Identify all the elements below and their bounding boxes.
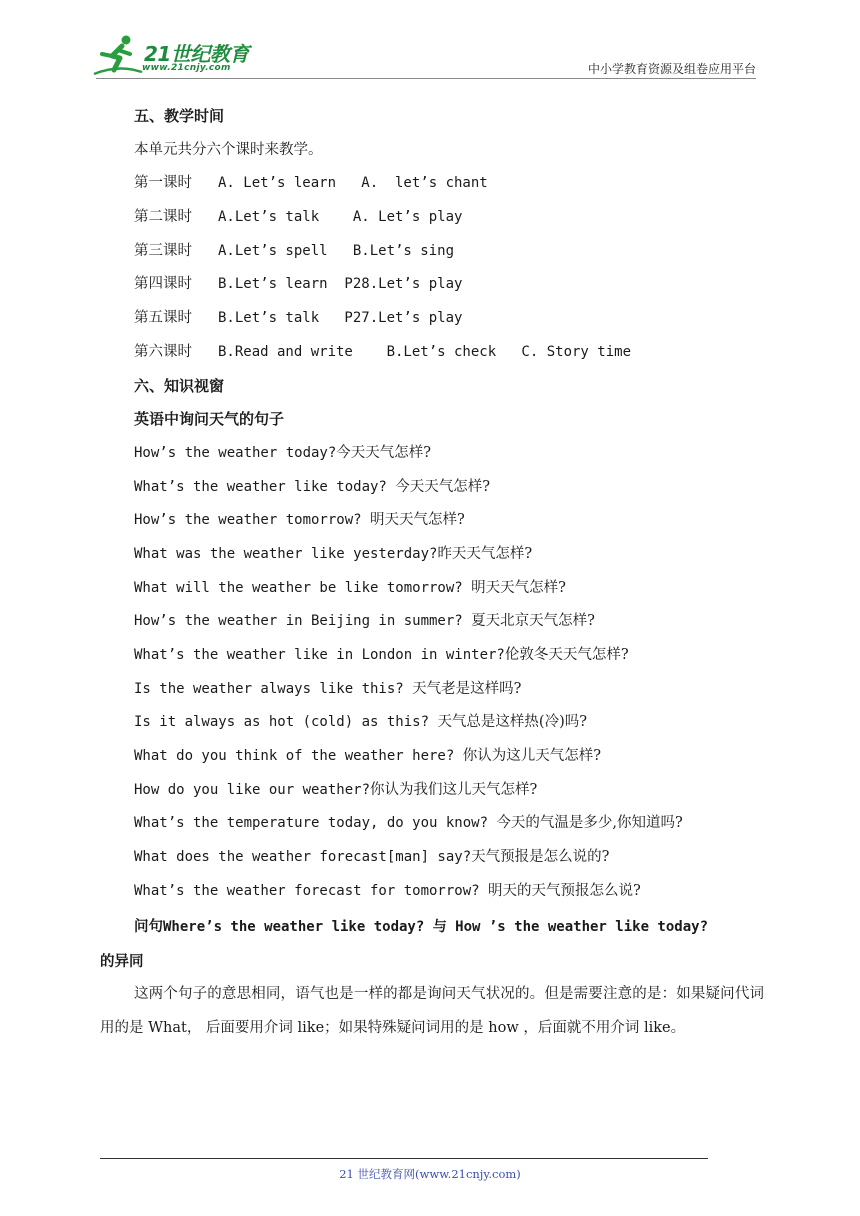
sentence-en: What’s the weather like in London in winter? — [134, 647, 505, 663]
sentence-cn: 伦敦冬天天气怎样? — [504, 647, 629, 663]
sentence-row — [134, 437, 764, 471]
sentence-cn: 昨天天气怎样? — [437, 545, 533, 562]
explanation-paragraph: 这两个句子的意思相同，语气也是一样的都是询问天气状况的。但是需要注意的是：如果疑问代词用的是 What， 后面要用介词 like；如果特殊疑问词用的是 how ，后面就不用介词 like。 — [100, 986, 764, 1036]
sentence-cn: 明天天气怎样? — [471, 579, 566, 596]
lesson-row — [134, 268, 764, 302]
lesson-content: B.Let’s learn P28.Let’s play — [218, 276, 463, 293]
lesson-label: 第三课时 — [134, 242, 192, 259]
footer-link[interactable]: 21 世纪教育网(www.21cnjy.com) — [339, 1167, 521, 1181]
sentence-cn: 夏天北京天气怎样? — [471, 613, 595, 630]
lesson-content: A. Let’s learn A. let’s chant — [218, 175, 488, 192]
logo-text: 21世纪教育 — [144, 42, 249, 66]
sentence-en: What does the weather forecast[man] say? — [134, 849, 472, 866]
header-divider — [96, 78, 756, 79]
lesson-row — [134, 201, 764, 235]
section-6-subtitle: 英语中询问天气的句子 — [134, 410, 285, 429]
lesson-label: 第六课时 — [134, 343, 192, 360]
runner-logo-icon — [92, 34, 144, 76]
sentence-cn: 今天的气温是多少,你知道吗? — [496, 815, 683, 832]
question-heading-suffix: 的异同 — [100, 952, 144, 970]
lesson-row — [134, 235, 764, 269]
sentence-row — [134, 471, 764, 505]
sentence-cn: 天气老是这样吗? — [412, 680, 522, 697]
footer-divider — [100, 1158, 708, 1159]
section-5-intro: 本单元共分六个课时来教学。 — [134, 141, 323, 158]
sentence-row — [134, 538, 764, 572]
sentence-cn: 今天天气怎样? — [336, 444, 432, 461]
section-5-title: 五、教学时间 — [134, 107, 225, 125]
sentence-cn: 你认为我们这儿天气怎样? — [370, 781, 538, 798]
lesson-label: 第五课时 — [134, 310, 192, 327]
header-platform-text: 中小学教育资源及组卷应用平台 — [587, 62, 756, 76]
sentence-row — [134, 639, 764, 673]
section-6-title: 六、知识视窗 — [134, 376, 225, 395]
sentence-row — [134, 572, 764, 606]
sentence-row — [134, 740, 764, 774]
sentence-cn: 明天天气怎样? — [370, 512, 465, 529]
sentence-cn: 明天的天气预报怎么说? — [488, 882, 641, 899]
sentence-en: How’s the weather tomorrow? — [134, 512, 371, 529]
sentence-row — [134, 875, 764, 909]
sentence-en: How do you like our weather? — [134, 781, 371, 798]
sentence-en: What’s the weather like today? — [134, 478, 396, 495]
lesson-content: B.Let’s talk P27.Let’s play — [218, 310, 463, 327]
sentence-row — [134, 673, 764, 707]
page-header — [0, 0, 860, 80]
sentence-en: What will the weather be like tomorrow? — [134, 579, 472, 596]
question-comparison-heading — [100, 910, 764, 978]
sentence-cn: 今天天气怎样? — [395, 478, 491, 495]
sentence-en: Is it always as hot (cold) as this? — [134, 714, 438, 731]
lesson-label: 第二课时 — [134, 209, 192, 226]
logo-url: www.21cnjy.com — [142, 63, 231, 73]
sentence-en: How’s the weather in Beijing in summer? — [134, 613, 472, 630]
sentence-en: Is the weather always like this? — [134, 680, 413, 697]
sentence-row — [134, 807, 764, 841]
lesson-content: A.Let’s spell B.Let’s sing — [218, 242, 455, 259]
sentence-cn: 你认为这儿天气怎样? — [462, 748, 602, 765]
sentence-en: What’s the weather forecast for tomorrow? — [134, 882, 489, 899]
sentence-row — [134, 841, 764, 875]
lesson-row — [134, 336, 764, 370]
sentence-cn: 天气总是这样热(冷)吗? — [437, 714, 588, 731]
site-logo — [92, 34, 262, 80]
lesson-row — [134, 302, 764, 336]
sentence-en: What was the weather like yesterday? — [134, 545, 438, 562]
question-heading-sentences: Where’s the weather like today? 与 How ’s the weather like today? — [163, 919, 709, 935]
sentence-row — [134, 605, 764, 639]
sentence-en: How’s the weather today? — [134, 444, 337, 461]
question-heading-prefix: 问句 — [134, 918, 163, 935]
lesson-label: 第一课时 — [134, 175, 192, 192]
lesson-content: A.Let’s talk A. Let’s play — [218, 209, 463, 226]
sentence-row — [134, 774, 764, 808]
sentence-cn: 天气预报是怎么说的? — [471, 849, 610, 866]
sentence-row — [134, 504, 764, 538]
lesson-label: 第四课时 — [134, 276, 192, 293]
document-body — [134, 100, 764, 909]
sentence-en: What do you think of the weather here? — [134, 748, 463, 765]
lesson-row — [134, 167, 764, 201]
sentence-row — [134, 706, 764, 740]
lesson-content: B.Read and write B.Let’s check C. Story time — [218, 343, 632, 360]
sentence-en: What’s the temperature today, do you know? — [134, 815, 497, 832]
